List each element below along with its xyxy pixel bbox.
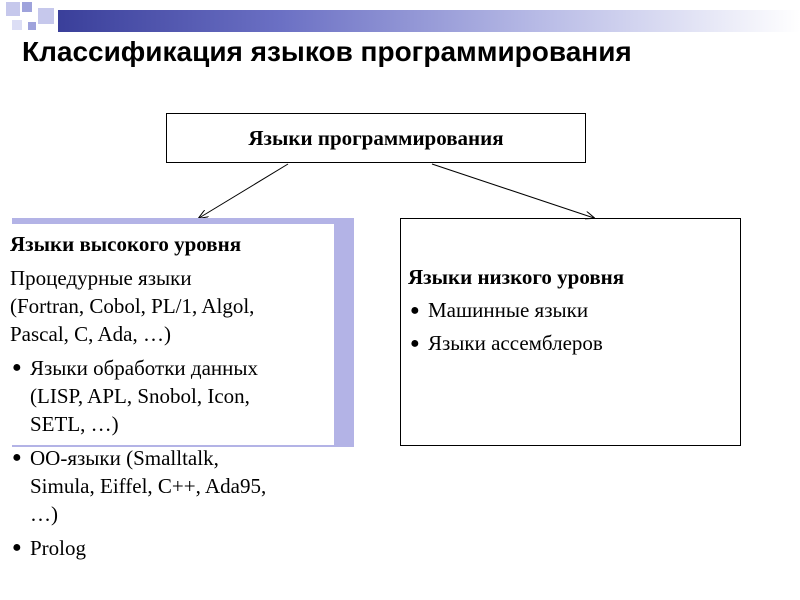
item-line: Машинные языки bbox=[428, 298, 589, 322]
item-line: Языки обработки данных bbox=[30, 356, 258, 380]
item-line: Simula, Eiffel, C++, Ada95, bbox=[30, 474, 267, 498]
bullet-icon: ● bbox=[12, 539, 22, 556]
item-line: Prolog bbox=[30, 536, 87, 560]
high-level-content bbox=[10, 230, 340, 562]
low-level-heading: Языки низкого уровня bbox=[408, 265, 625, 289]
item-line: Процедурные языки bbox=[10, 266, 192, 290]
item-line: (Fortran, Cobol, PL/1, Algol, bbox=[10, 294, 255, 318]
bullet-icon: ● bbox=[410, 335, 420, 352]
arrow-to-low-level bbox=[432, 164, 594, 218]
high-level-item-prolog bbox=[10, 534, 340, 562]
low-level-item-machine bbox=[408, 294, 738, 327]
bullet-icon: ● bbox=[12, 359, 22, 376]
high-level-item-data-processing bbox=[10, 354, 340, 438]
item-line: …) bbox=[30, 502, 58, 526]
high-level-item-procedural bbox=[10, 264, 340, 348]
item-line: Pascal, C, Ada, …) bbox=[10, 322, 171, 346]
arrow-to-high-level bbox=[199, 164, 288, 218]
root-node-label: Языки программирования bbox=[248, 125, 504, 150]
bullet-icon: ● bbox=[12, 449, 22, 466]
item-line: SETL, …) bbox=[30, 412, 119, 436]
low-level-item-assembler bbox=[408, 327, 738, 360]
item-line: ОО-языки (Smalltalk, bbox=[30, 446, 219, 470]
slide-title: Классификация языков программирования bbox=[22, 36, 632, 67]
item-line: Языки ассемблеров bbox=[428, 331, 603, 355]
low-level-content bbox=[408, 261, 738, 360]
high-level-item-oo bbox=[10, 444, 340, 528]
bullet-icon: ● bbox=[410, 302, 420, 319]
high-level-heading: Языки высокого уровня bbox=[10, 232, 242, 256]
item-line: (LISP, APL, Snobol, Icon, bbox=[30, 384, 250, 408]
